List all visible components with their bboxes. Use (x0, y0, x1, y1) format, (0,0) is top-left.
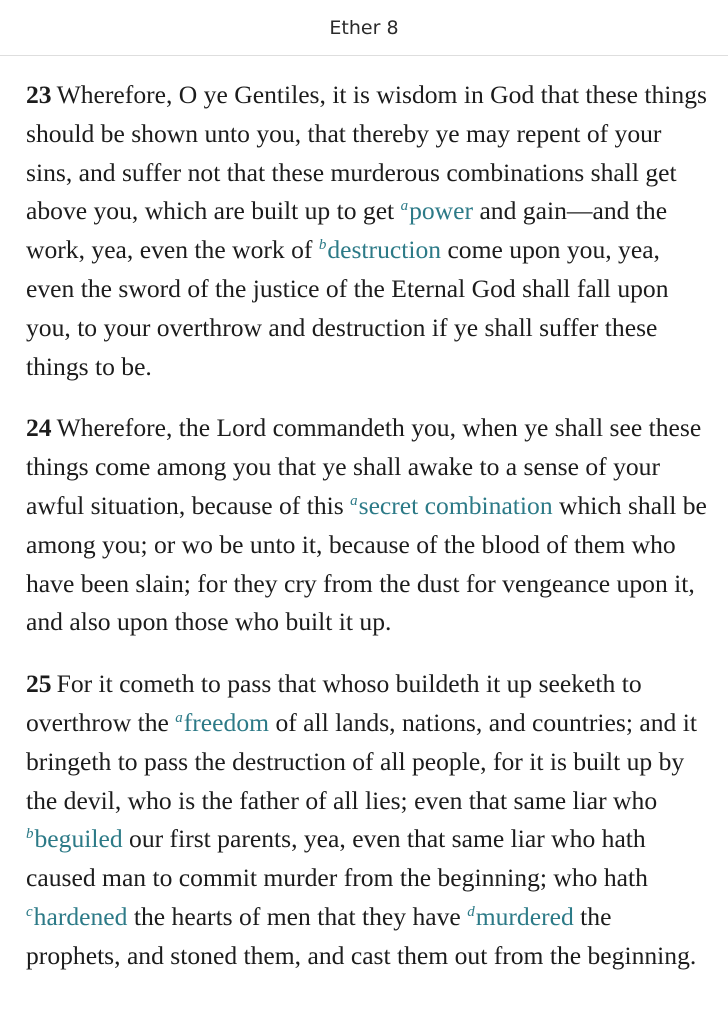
footnote-link-secret-combination[interactable] (350, 491, 553, 520)
verse-text: Wherefore, the Lord commandeth you, when ye shall see these things come among you that ye shall awake to a sense of your awful situation, because of this (26, 413, 702, 520)
verse-text: of all lands, nations, and countries; and it bringeth to pass the destruction of all people, for it is built up by the devil, who is the father of all lies; even that same liar who (26, 707, 697, 815)
verse-text: the hearts of men that they have (127, 901, 468, 931)
footnote-link-freedom[interactable] (175, 708, 269, 737)
verse-24 (26, 409, 712, 642)
verse-text: Wherefore, O ye Gentiles, it is wisdom in God that these things should be shown unto you, that thereby ye may repent of your sins, and suffer not that these murderous combinations shall get above you, which are built up to get (26, 80, 707, 226)
verse-text: and gain—and the work, yea, even the work of (26, 196, 668, 265)
verse-number: 24 (26, 413, 52, 443)
footnote-text: beguiled (34, 824, 123, 854)
footnote-text: murdered (475, 901, 574, 931)
footnote-text: secret combination (358, 490, 553, 520)
verse-text: which shall be among you; or wo be unto it, because of the blood of them who have been slain; for they cry from the dust for vengeance upon it, and also upon those who built it up. (26, 490, 707, 637)
verse-23 (26, 76, 712, 386)
footnote-text: destruction (327, 235, 442, 265)
footnote-marker: c (26, 903, 33, 920)
footnote-marker: a (175, 709, 183, 726)
verse-number: 25 (26, 669, 52, 699)
footnote-link-hardened[interactable] (26, 902, 127, 931)
footnote-text: hardened (33, 901, 128, 931)
footnote-marker: b (26, 826, 34, 843)
verse-25 (26, 665, 712, 975)
footnote-marker: a (400, 198, 409, 215)
verse-number: 23 (26, 80, 52, 109)
footnote-text: freedom (183, 707, 270, 737)
footnote-link-beguiled[interactable] (26, 824, 123, 853)
footnote-link-murdered[interactable] (467, 902, 574, 931)
footnote-text: power (409, 196, 474, 226)
footnote-marker: a (350, 492, 358, 509)
verse-text: come upon you, yea, even the sword of the justice of the Eternal God shall fall upon you, to your overthrow and destruction if ye shall suffer these things to be. (26, 235, 669, 381)
verse-text: our first parents, yea, even that same liar who hath caused man to commit murder from the beginning; who hath (26, 824, 648, 893)
chapter-header (0, 0, 728, 56)
chapter-title: Ether 8 (329, 16, 399, 39)
footnote-link-power[interactable] (401, 196, 473, 225)
verse-text: the prophets, and stoned them, and cast them out from the beginning. (26, 901, 697, 970)
verse-content (0, 56, 728, 976)
verse-text: For it cometh to pass that whoso buildeth it up seeketh to overthrow the (26, 669, 642, 737)
footnote-link-destruction[interactable] (319, 235, 441, 264)
footnote-marker: d (467, 903, 475, 920)
footnote-marker: b (318, 237, 327, 254)
